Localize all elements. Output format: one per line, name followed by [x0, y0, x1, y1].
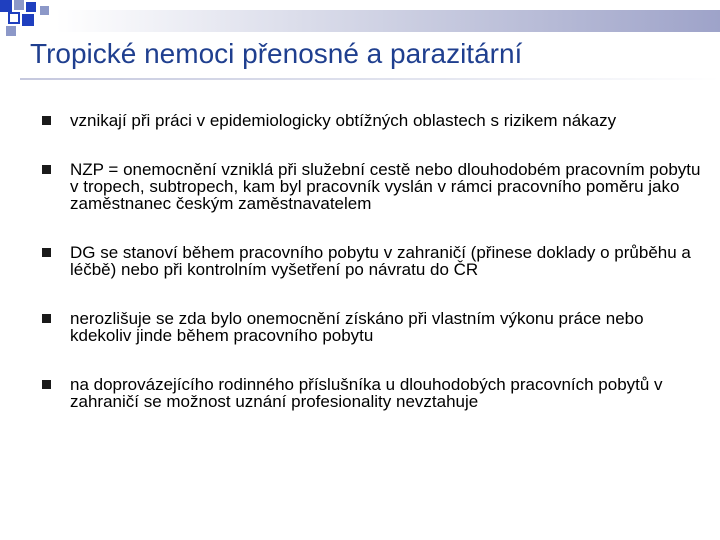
square-bullet-icon — [42, 248, 51, 257]
logo-squares-icon — [0, 0, 60, 40]
header-gradient-band — [56, 10, 720, 32]
square-bullet-icon — [42, 165, 51, 174]
logo-square-7 — [6, 26, 16, 36]
logo-square-6 — [40, 6, 49, 15]
logo-square-5 — [22, 14, 34, 26]
bullet-text: DG se stanoví během pracovního pobytu v zahraničí (přinese doklady o průběhu a léčbě) nebo při kontrolním vyšetření po návratu do ČR — [70, 243, 691, 279]
bullet-list — [42, 112, 702, 410]
square-bullet-icon — [42, 380, 51, 389]
bullet-text: vznikají při práci v epidemiologicky obtížných oblastech s rizikem nákazy — [70, 111, 617, 130]
square-bullet-icon — [42, 314, 51, 323]
bullet-item — [42, 244, 702, 278]
slide-title: Tropické nemoci přenosné a parazitární — [30, 38, 523, 69]
logo-square-3 — [26, 2, 36, 12]
bullet-item — [42, 112, 702, 129]
title-divider — [20, 78, 720, 80]
logo-square-4 — [8, 12, 20, 24]
bullet-text: na doprovázejícího rodinného příslušníka u dlouhodobých pracovních pobytů v zahraničí se možnost uznání profesionality nevztahuje — [70, 375, 663, 411]
bullet-item — [42, 376, 702, 410]
bullet-text: nerozlišuje se zda bylo onemocnění získáno při vlastním výkonu práce nebo kdekoliv jinde během pracovního pobytu — [70, 309, 644, 345]
logo-square-2 — [14, 0, 24, 10]
bullet-item — [42, 310, 702, 344]
bullet-item — [42, 161, 702, 212]
logo-square-1 — [0, 0, 12, 12]
square-bullet-icon — [42, 116, 51, 125]
bullet-text: NZP = onemocnění vzniklá při služební cestě nebo dlouhodobém pracovním pobytu v tropech, subtropech, kam byl pracovník vyslán v rámci pracovního poměru jako zaměstnanec českým zaměstnavatelem — [70, 160, 701, 213]
